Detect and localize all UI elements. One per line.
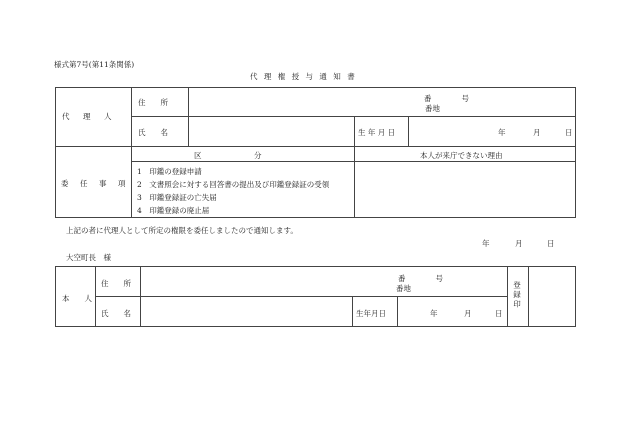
- agent-address-label: 住 所: [138, 98, 168, 107]
- delegation-item-1: 1 印鑑の登録申請: [137, 167, 202, 176]
- delegation-category-header: 区 分: [194, 151, 262, 160]
- agent-name-label: 氏 名: [138, 128, 168, 137]
- agent-address-banchi: 番地: [425, 104, 440, 113]
- agent-birthdate-label: 生 年 月 日: [358, 128, 396, 137]
- notice-date-month: 月: [515, 239, 523, 248]
- addressee: 大空町長 様: [66, 253, 111, 262]
- principal-address-ban-go: 番 号: [398, 274, 443, 283]
- principal-birth-year: 年: [430, 309, 438, 318]
- principal-birthdate-label: 生年月日: [356, 309, 386, 318]
- principal-seal-label: 登録印: [512, 281, 522, 310]
- principal-address-label: 住 所: [101, 279, 131, 288]
- principal-birth-month: 月: [464, 309, 472, 318]
- delegation-item-4: 4 印鑑登録の廃止届: [137, 206, 210, 215]
- form-number: 様式第7号(第11条関係): [54, 60, 135, 69]
- agent-birth-day: 日: [565, 128, 573, 137]
- notice-text: 上記の者に代理人として所定の権限を委任しましたので通知します。: [66, 226, 298, 235]
- principal-address-banchi: 番地: [396, 284, 411, 293]
- agent-address-ban-go: 番 号: [424, 94, 469, 103]
- notice-date-year: 年: [482, 239, 490, 248]
- principal-section-label: 本 人: [62, 294, 92, 303]
- principal-name-label: 氏 名: [101, 309, 131, 318]
- agent-birth-month: 月: [533, 128, 541, 137]
- agent-section-label: 代 理 人: [62, 112, 115, 121]
- principal-birth-day: 日: [495, 309, 503, 318]
- delegation-item-2: 2 文書照会に対する回答書の提出及び印鑑登録証の受領: [137, 180, 330, 189]
- notice-date-day: 日: [547, 239, 555, 248]
- agent-birth-year: 年: [498, 128, 506, 137]
- delegation-item-3: 3 印鑑登録証の亡失届: [137, 193, 217, 202]
- delegation-reason-header: 本人が来庁できない理由: [420, 151, 503, 160]
- delegation-section-label: 委 任 事 項: [61, 179, 128, 188]
- form-title: 代 理 権 授 与 通 知 書: [250, 72, 357, 81]
